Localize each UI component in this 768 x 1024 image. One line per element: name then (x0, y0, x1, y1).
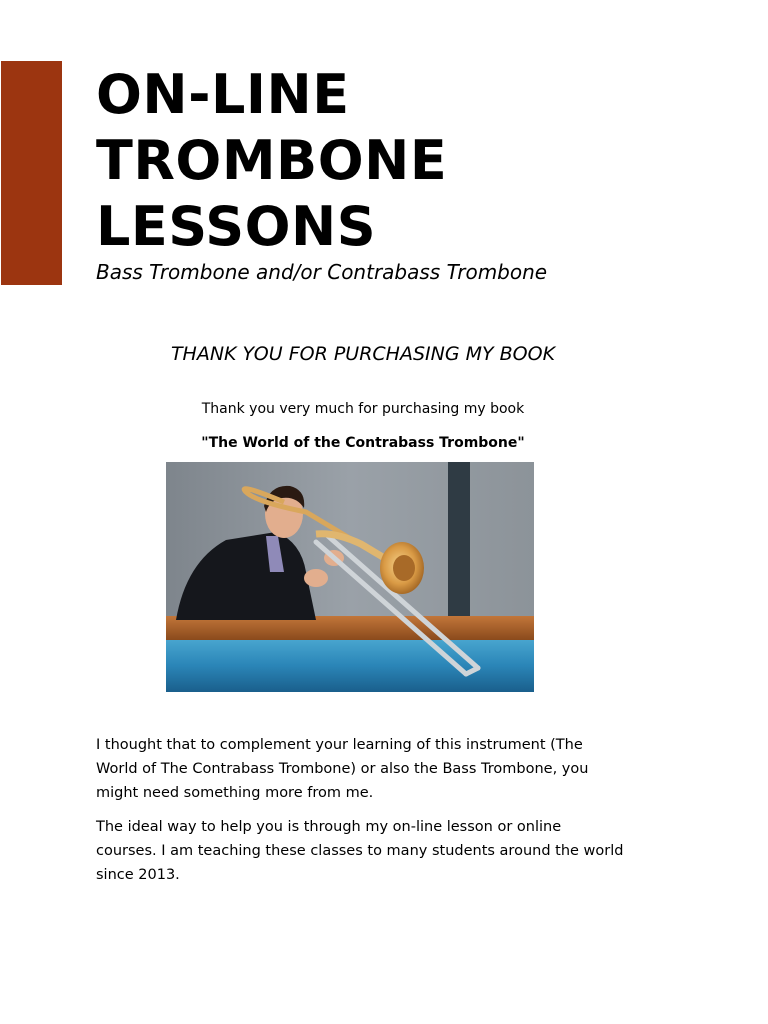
book-title: "The World of the Contrabass Trombone" (201, 435, 525, 451)
title-line-1: ON-LINE (96, 63, 350, 126)
trombonist-photo (166, 462, 534, 692)
title-line-3: LESSONS (96, 195, 377, 258)
thanks-line: Thank you very much for purchasing my book (201, 401, 525, 417)
trombonist-illustration (166, 462, 534, 692)
section-heading: THANK YOU FOR PURCHASING MY BOOK (170, 343, 556, 365)
page-title (96, 62, 447, 260)
title-line-2: TROMBONE (96, 129, 448, 192)
page-subtitle: Bass Trombone and/or Contrabass Trombone (96, 260, 548, 284)
accent-bar (1, 61, 62, 285)
paragraph-2: The ideal way to help you is through my on-line lesson or online courses. I am teaching these classes to many students around the world since 2013. (96, 819, 624, 883)
paragraph-1: I thought that to complement your learning of this instrument (The World of The Contrabass Trombone) or also the Bass Trombone, you might need something more from me. (96, 737, 589, 801)
